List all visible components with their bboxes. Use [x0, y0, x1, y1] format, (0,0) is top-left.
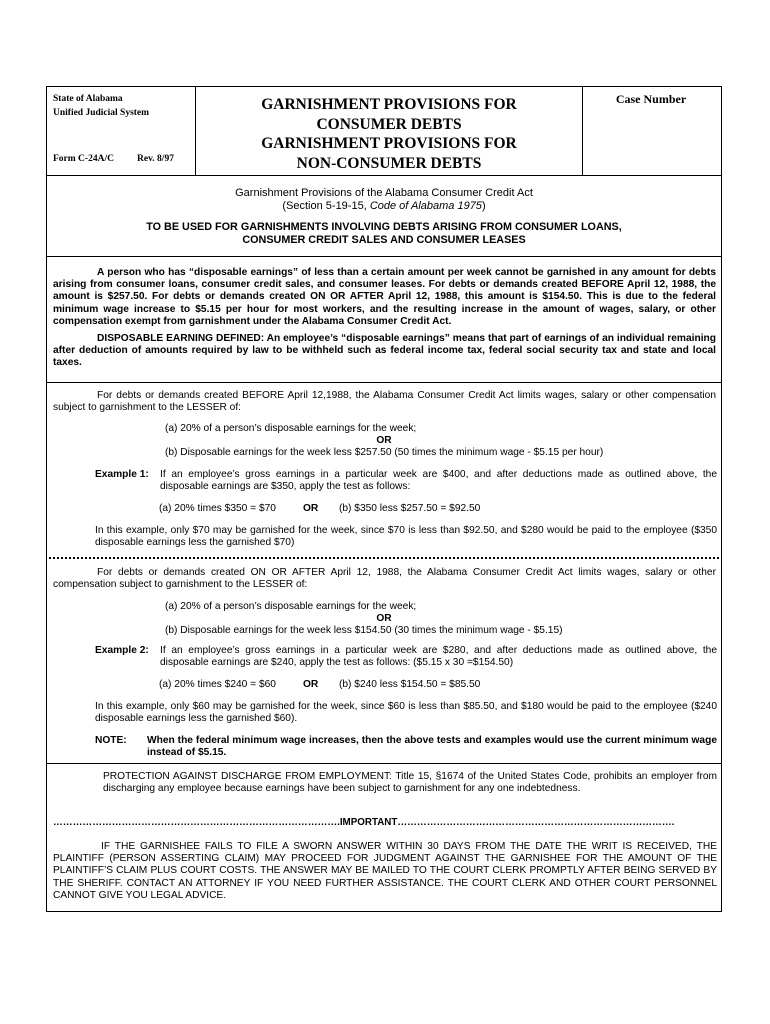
title-line-2: CONSUMER DEBTS: [316, 115, 462, 133]
example-2-calc-or: OR: [303, 679, 319, 690]
title-line-3: GARNISHMENT PROVISIONS FOR: [261, 135, 517, 152]
before-opt-a: (a) 20% of a person’s disposable earnings for the week;: [165, 423, 417, 434]
act-title: Garnishment Provisions of the Alabama Consumer Credit Act: [235, 187, 533, 199]
note-label: NOTE:: [95, 735, 127, 746]
note-text: When the federal minimum wage increases, then the above tests and examples would use the current minimum wage instead of $5.15.: [147, 735, 717, 759]
form-number: Form C-24A/C: [53, 154, 114, 164]
before-opt-b: (b) Disposable earnings for the week less $257.50 (50 times the minimum wage - $5.15 per hour): [165, 447, 604, 458]
important-heading: …………………………………………………………………………….IMPORTANT………………………………………………………………………….: [53, 817, 675, 828]
intro-para-2: DISPOSABLE EARNING DEFINED: An employee’s “disposable earnings” means that part of earnings of an individual remaining after deduction of amounts required by law to be withheld such as federal income tax, federal social security tax and state and local taxes.: [47, 333, 721, 383]
after-opt-a: (a) 20% of a person’s disposable earnings for the week;: [165, 601, 417, 612]
after-opt-b: (b) Disposable earnings for the week less $154.50 (30 times the minimum wage - $5.15): [165, 625, 563, 636]
case-number-box[interactable]: [581, 87, 721, 175]
example-2-label: Example 2:: [95, 645, 149, 656]
protection-divider: [47, 763, 721, 764]
example-2-text: If an employee’s gross earnings in a particular week are $280, and after deductions made as outlined above, the disposable earnings are $240, apply the test as follows: ($5.15 x 30 =$154.50): [160, 645, 717, 669]
after-intro: For debts or demands created ON OR AFTER April 12, 1988, the Alabama Consumer Credit Act limits wages, salary or other compensation subject to garnishment to the LESSER of:: [53, 567, 716, 591]
form-header: [47, 87, 721, 176]
form-revision: Rev. 8/97: [137, 154, 174, 164]
example-1-calc-or: OR: [303, 503, 319, 514]
title-line-1: GARNISHMENT PROVISIONS FOR: [261, 96, 517, 113]
form-title: [195, 87, 583, 175]
use-line-2: CONSUMER CREDIT SALES AND CONSUMER LEASES: [242, 234, 526, 246]
example-1-calc-b: (b) $350 less $257.50 = $92.50: [339, 503, 481, 514]
example-2-result: In this example, only $60 may be garnished for the week, since $60 is less than $85.50, and $180 would be paid to the employee ($240 disposable earnings less the garnished $60).: [95, 701, 717, 725]
example-1-calc-a: (a) 20% times $350 = $70: [159, 503, 276, 514]
example-1-text: If an employee’s gross earnings in a particular week are $400, and after deductions made as outlined above, the disposable earnings are $350, apply the test as follows:: [160, 469, 717, 493]
case-number-label: Case Number: [615, 92, 687, 106]
before-or: OR: [376, 435, 392, 446]
title-line-4: NON-CONSUMER DEBTS: [296, 154, 482, 172]
before-intro: For debts or demands created BEFORE April 12,1988, the Alabama Consumer Credit Act limits wages, salary or other compensation subject to garnishment to the LESSER of:: [53, 390, 716, 414]
court-info: [47, 87, 195, 175]
intro-para-1: A person who has “disposable earnings” of less than a certain amount per week cannot be garnished in any amount for debts arising from consumer loans, consumer credit sales, and consumer leases. For debts or demands created BEFORE April 12, 1988, the amount is $257.50. For debts or demands created ON OR AFTER April 12, 1988, this amount is $154.50. This is due to the federal minimum wage increase to $5.15 per hour for most workers, and the resulting increase in the amount of wages, salary, or other compensation exempt from garnishment under the Alabama Consumer Credit Act.: [53, 267, 716, 327]
after-or: OR: [376, 613, 392, 624]
use-line-1: TO BE USED FOR GARNISHMENTS INVOLVING DEBTS ARISING FROM CONSUMER LOANS,: [146, 221, 622, 233]
example-2-calc-b: (b) $240 less $154.50 = $85.50: [339, 679, 481, 690]
section-divider: [49, 557, 719, 559]
protection-text: PROTECTION AGAINST DISCHARGE FROM EMPLOYMENT: Title 15, §1674 of the United States Code, prohibits an employer from discharging any employee because earnings have been subject to garnishment for any one indebtedness.: [103, 771, 717, 795]
form-c24ac: [46, 86, 722, 912]
state-label: State of Alabama: [53, 94, 123, 104]
act-citation: (Section 5-19-15, Code of Alabama 1975): [282, 200, 486, 212]
important-notice: IF THE GARNISHEE FAILS TO FILE A SWORN ANSWER WITHIN 30 DAYS FROM THE DATE THE WRIT IS RECEIVED, THE PLAINTIFF (PERSON ASSERTING CLAIM) MAY PROCEED FOR JUDGMENT AGAINST THE GARNISHEE FOR THE AMOUNT OF THE PLAINTIFF’S CLAIM PLUS COURT COSTS. THE ANSWER MAY BE MAILED TO THE COURT CLERK PROMPTLY AFTER BEING SERVED BY THE SHERIFF. CONTACT AN ATTORNEY IF YOU NEED FURTHER ASSISTANCE. THE COURT CLERK AND OTHER COURT PERSONNEL CANNOT GIVE YOU LEGAL ADVICE.: [53, 841, 717, 901]
system-label: Unified Judicial System: [53, 108, 150, 118]
act-section: [47, 175, 721, 257]
example-1-label: Example 1:: [95, 469, 149, 480]
example-1-result: In this example, only $70 may be garnished for the week, since $70 is less than $92.50, and $280 would be paid to the employee ($350 disposable earnings less the garnished $70): [95, 525, 717, 549]
example-2-calc-a: (a) 20% times $240 = $60: [159, 679, 276, 690]
